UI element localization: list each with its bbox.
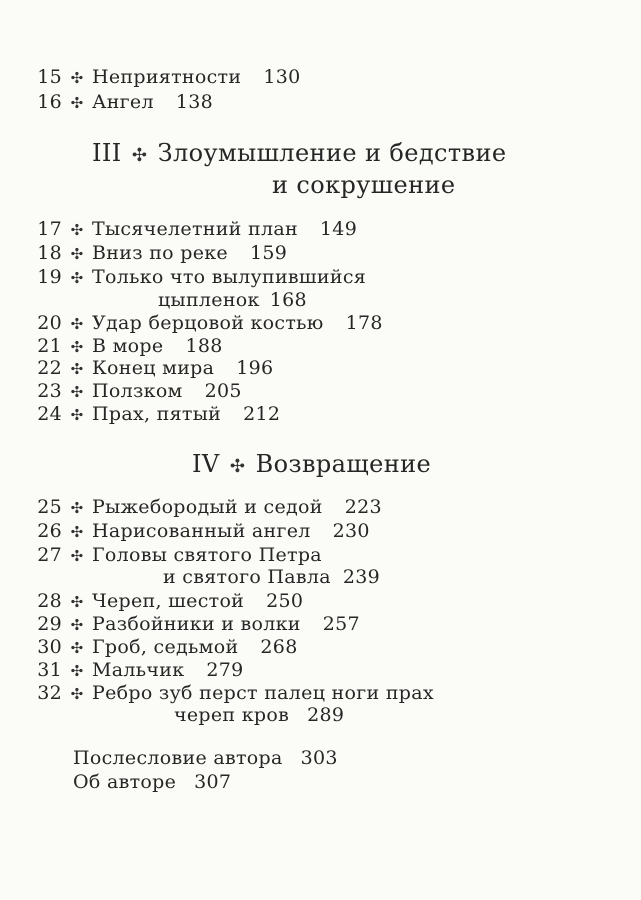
entry-title: Головы святого Петра xyxy=(92,544,322,566)
entry-page: 212 xyxy=(243,403,281,425)
toc-about-author[interactable] xyxy=(73,771,231,793)
part-title: Злоумышление и бедствие xyxy=(157,139,507,167)
ornament-icon: ✣ xyxy=(70,639,84,657)
entry-number: 31 xyxy=(37,659,62,681)
ornament-icon: ✣ xyxy=(70,499,84,517)
entry-page: 303 xyxy=(300,747,338,769)
toc-entry-31[interactable] xyxy=(36,659,244,682)
entry-title-cont: цыпленок xyxy=(158,289,260,311)
toc-entry-32-cont[interactable] xyxy=(174,704,344,726)
entry-title: Прах, пятый xyxy=(92,403,222,425)
ornament-icon: ✣ xyxy=(70,360,84,378)
ornament-icon: ✣ xyxy=(70,523,84,541)
entry-title: Ребро зуб перст палец ноги прах xyxy=(92,682,434,704)
entry-title: Удар берцовой костью xyxy=(92,312,324,334)
toc-entry-30[interactable] xyxy=(36,636,298,659)
toc-entry-32[interactable] xyxy=(36,682,434,705)
entry-page: 188 xyxy=(185,335,223,357)
entry-title: Нарисованный ангел xyxy=(92,520,311,542)
entry-number: 15 xyxy=(37,66,62,88)
ornament-icon: ✣ xyxy=(70,94,84,112)
entry-page: 223 xyxy=(344,496,382,518)
toc-entry-23[interactable] xyxy=(36,380,242,403)
entry-page: 307 xyxy=(194,771,232,793)
entry-title: Об авторе xyxy=(73,771,177,793)
ornament-icon: ✣ xyxy=(70,662,84,680)
part-numeral: III xyxy=(92,139,122,167)
entry-page: 149 xyxy=(319,218,358,240)
toc-entry-29[interactable] xyxy=(36,613,360,636)
entry-title: Рыжебородый и седой xyxy=(92,496,323,518)
entry-page: 230 xyxy=(332,520,370,542)
toc-entry-15[interactable] xyxy=(36,66,301,89)
toc-entry-22[interactable] xyxy=(36,357,273,380)
toc-entry-24[interactable] xyxy=(36,403,280,426)
entry-title: В море xyxy=(92,335,164,357)
entry-number: 19 xyxy=(37,266,62,288)
toc-entry-17[interactable] xyxy=(36,218,357,241)
ornament-icon: ✣ xyxy=(70,221,84,239)
entry-title-cont: череп кров xyxy=(174,704,290,726)
entry-number: 26 xyxy=(37,520,62,542)
entry-title: Ползком xyxy=(92,380,183,402)
entry-title: Тысячелетний план xyxy=(92,218,298,240)
entry-title: Разбойники и волки xyxy=(92,613,301,635)
entry-number: 28 xyxy=(37,590,62,612)
entry-page: 138 xyxy=(175,91,213,113)
entry-title: Ангел xyxy=(92,91,154,113)
entry-number: 29 xyxy=(37,613,62,635)
entry-title: Конец мира xyxy=(92,357,215,379)
entry-number: 20 xyxy=(37,312,62,334)
entry-number: 30 xyxy=(37,636,62,658)
toc-entry-25[interactable] xyxy=(36,496,382,519)
part-4-heading xyxy=(192,449,431,482)
ornament-icon: ✣ xyxy=(131,145,148,166)
part-title: Возвращение xyxy=(255,450,432,478)
ornament-icon: ✣ xyxy=(70,547,84,565)
toc-afterword[interactable] xyxy=(73,747,338,769)
ornament-icon: ✣ xyxy=(70,406,84,424)
entry-title: Череп, шестой xyxy=(92,590,245,612)
ornament-icon: ✣ xyxy=(70,315,84,333)
entry-number: 17 xyxy=(37,218,62,240)
entry-page: 257 xyxy=(322,613,360,635)
entry-page: 268 xyxy=(260,636,298,658)
ornament-icon: ✣ xyxy=(70,593,84,611)
entry-title: Неприятности xyxy=(92,66,242,88)
entry-title-cont: и святого Павла xyxy=(163,566,331,588)
ornament-icon: ✣ xyxy=(70,338,84,356)
ornament-icon: ✣ xyxy=(70,245,84,263)
entry-number: 27 xyxy=(37,544,62,566)
entry-page: 130 xyxy=(263,66,301,88)
entry-page: 205 xyxy=(204,380,242,402)
toc-entry-19[interactable] xyxy=(36,266,366,289)
entry-page: 159 xyxy=(249,242,288,264)
toc-entry-19-cont[interactable] xyxy=(158,289,307,311)
ornament-icon: ✣ xyxy=(70,685,84,703)
toc-entry-18[interactable] xyxy=(36,242,287,265)
ornament-icon: ✣ xyxy=(70,69,84,87)
entry-page: 289 xyxy=(307,704,345,726)
entry-title: Гроб, седьмой xyxy=(92,636,239,658)
entry-title: Только что вылупившийся xyxy=(92,266,367,288)
part-3-heading-cont: и сокрушение xyxy=(272,171,456,199)
entry-number: 16 xyxy=(37,91,62,113)
entry-title: Вниз по реке xyxy=(92,242,228,264)
entry-title: Мальчик xyxy=(92,659,185,681)
part-numeral: IV xyxy=(192,450,220,478)
entry-page: 279 xyxy=(206,659,244,681)
entry-page: 178 xyxy=(345,312,383,334)
entry-page: 250 xyxy=(266,590,304,612)
toc-entry-26[interactable] xyxy=(36,520,370,543)
toc-entry-16[interactable] xyxy=(36,91,213,114)
toc-entry-20[interactable] xyxy=(36,312,383,335)
toc-entry-21[interactable] xyxy=(36,335,223,358)
entry-page: 168 xyxy=(269,289,307,311)
toc-entry-27-cont[interactable] xyxy=(163,566,380,588)
entry-number: 25 xyxy=(37,496,62,518)
entry-number: 22 xyxy=(37,357,62,379)
entry-number: 18 xyxy=(37,242,62,264)
part-3-heading xyxy=(92,138,506,171)
toc-entry-27[interactable] xyxy=(36,544,322,567)
ornament-icon: ✣ xyxy=(70,616,84,634)
entry-page: 196 xyxy=(236,357,274,379)
entry-number: 32 xyxy=(37,682,62,704)
entry-number: 21 xyxy=(37,335,62,357)
ornament-icon: ✣ xyxy=(70,269,84,287)
ornament-icon: ✣ xyxy=(229,456,246,477)
ornament-icon: ✣ xyxy=(70,383,84,401)
entry-number: 23 xyxy=(37,380,62,402)
entry-number: 24 xyxy=(37,403,62,425)
entry-page: 239 xyxy=(342,566,381,588)
entry-title: Послесловие автора xyxy=(73,747,283,769)
toc-entry-28[interactable] xyxy=(36,590,303,613)
